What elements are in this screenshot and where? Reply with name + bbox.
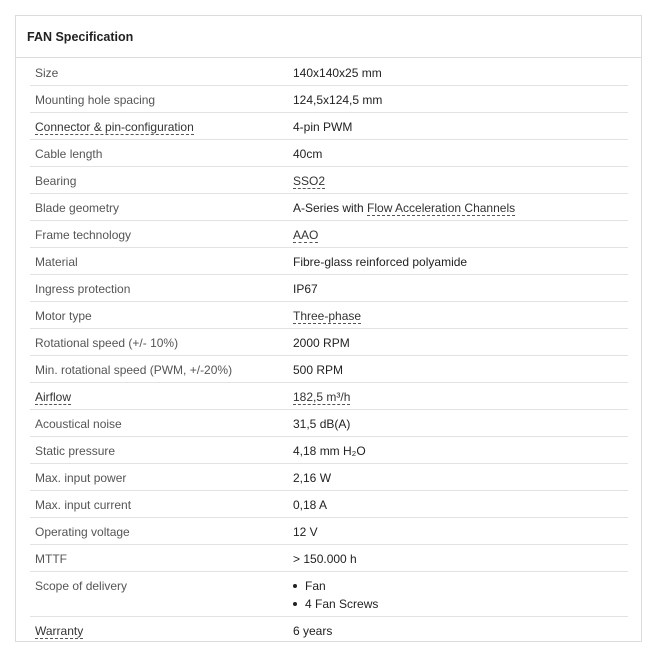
spec-value: 124,5x124,5 mm: [293, 93, 383, 107]
spec-label: Acoustical noise: [35, 417, 122, 431]
spec-value: [293, 194, 628, 220]
spec-value: [293, 383, 628, 409]
spec-row-cable-length: [30, 140, 628, 167]
spec-label: Size: [35, 66, 59, 80]
spec-row-ingress-protection: [30, 275, 628, 302]
spec-row-min-rotational-speed: [30, 356, 628, 383]
spec-row-blade-geometry: [30, 194, 628, 221]
spec-value: IP67: [293, 282, 318, 296]
delivery-list: [293, 577, 628, 613]
spec-value: 40cm: [293, 147, 323, 161]
spec-value: 2000 RPM: [293, 336, 350, 350]
spec-value: 0,18 A: [293, 498, 328, 512]
spec-value: 6 years: [293, 624, 333, 638]
bullet-icon: [293, 584, 297, 588]
spec-label: Max. input current: [35, 498, 132, 512]
spec-value: 500 RPM: [293, 363, 344, 377]
spec-row-mounting-hole-spacing: [30, 86, 628, 113]
spec-row-operating-voltage: [30, 518, 628, 545]
panel-title: FAN Specification: [27, 29, 134, 44]
bearing-info-link[interactable]: SSO2: [293, 174, 326, 188]
spec-value: 31,5 dB(A): [293, 417, 351, 431]
spec-label: Min. rotational speed (PWM, +/-20%): [35, 363, 233, 377]
list-item: [293, 595, 628, 613]
spec-label: Cable length: [35, 147, 103, 161]
spec-label: Static pressure: [35, 444, 116, 458]
spec-label: Motor type: [35, 309, 92, 323]
bullet-icon: [293, 602, 297, 606]
spec-row-scope-of-delivery: [30, 572, 628, 617]
spec-label: Rotational speed (+/- 10%): [35, 336, 179, 350]
list-item: [293, 577, 628, 595]
spec-value: 4,18 mm H₂O: [293, 444, 366, 458]
airflow-value-link[interactable]: 182,5 m³/h: [293, 390, 351, 404]
fan-specification-panel: [15, 15, 642, 642]
spec-value: > 150.000 h: [293, 552, 357, 566]
spec-row-frame-technology: [30, 221, 628, 248]
spec-value: [293, 221, 628, 247]
blade-geometry-prefix: A-Series with: [293, 201, 368, 215]
spec-row-motor-type: [30, 302, 628, 329]
spec-row-rotational-speed: [30, 329, 628, 356]
spec-row-max-input-power: [30, 464, 628, 491]
spec-row-size: [30, 59, 628, 86]
spec-label: Material: [35, 255, 78, 269]
spec-label: Frame technology: [35, 228, 132, 242]
spec-row-static-pressure: [30, 437, 628, 464]
spec-row-material: [30, 248, 628, 275]
spec-label: MTTF: [35, 552, 67, 566]
spec-label: Ingress protection: [35, 282, 131, 296]
spec-label: Mounting hole spacing: [35, 93, 156, 107]
airflow-info-link[interactable]: Airflow: [35, 390, 72, 404]
spec-row-acoustical-noise: [30, 410, 628, 437]
warranty-info-link[interactable]: Warranty: [35, 624, 84, 638]
connector-info-link[interactable]: Connector & pin-configuration: [35, 120, 194, 134]
spec-label: Max. input power: [35, 471, 127, 485]
spec-row-connector: [30, 113, 628, 140]
panel-header: [16, 16, 641, 58]
spec-value: 4-pin PWM: [293, 120, 353, 134]
spec-value: Fibre-glass reinforced polyamide: [293, 255, 468, 269]
spec-table: [30, 59, 628, 644]
spec-label: [30, 617, 293, 644]
spec-row-max-input-current: [30, 491, 628, 518]
delivery-item-label: Fan: [305, 579, 326, 593]
spec-label: Bearing: [35, 174, 77, 188]
spec-row-warranty: [30, 617, 628, 644]
delivery-item-label: 4 Fan Screws: [305, 597, 379, 611]
spec-value: [293, 572, 628, 616]
spec-row-bearing: [30, 167, 628, 194]
spec-row-mttf: [30, 545, 628, 572]
flow-acceleration-channels-link[interactable]: Flow Acceleration Channels: [367, 201, 516, 215]
motor-type-link[interactable]: Three-phase: [293, 309, 362, 323]
spec-label: Blade geometry: [35, 201, 120, 215]
spec-value: [293, 167, 628, 193]
spec-label: Scope of delivery: [35, 579, 128, 593]
spec-value: 140x140x25 mm: [293, 66, 382, 80]
spec-value: 2,16 W: [293, 471, 332, 485]
spec-label: [30, 383, 293, 409]
spec-label: [30, 113, 293, 139]
frame-technology-link[interactable]: AAO: [293, 228, 319, 242]
spec-row-airflow: [30, 383, 628, 410]
spec-label: Operating voltage: [35, 525, 130, 539]
spec-value: 12 V: [293, 525, 318, 539]
spec-value: [293, 302, 628, 328]
